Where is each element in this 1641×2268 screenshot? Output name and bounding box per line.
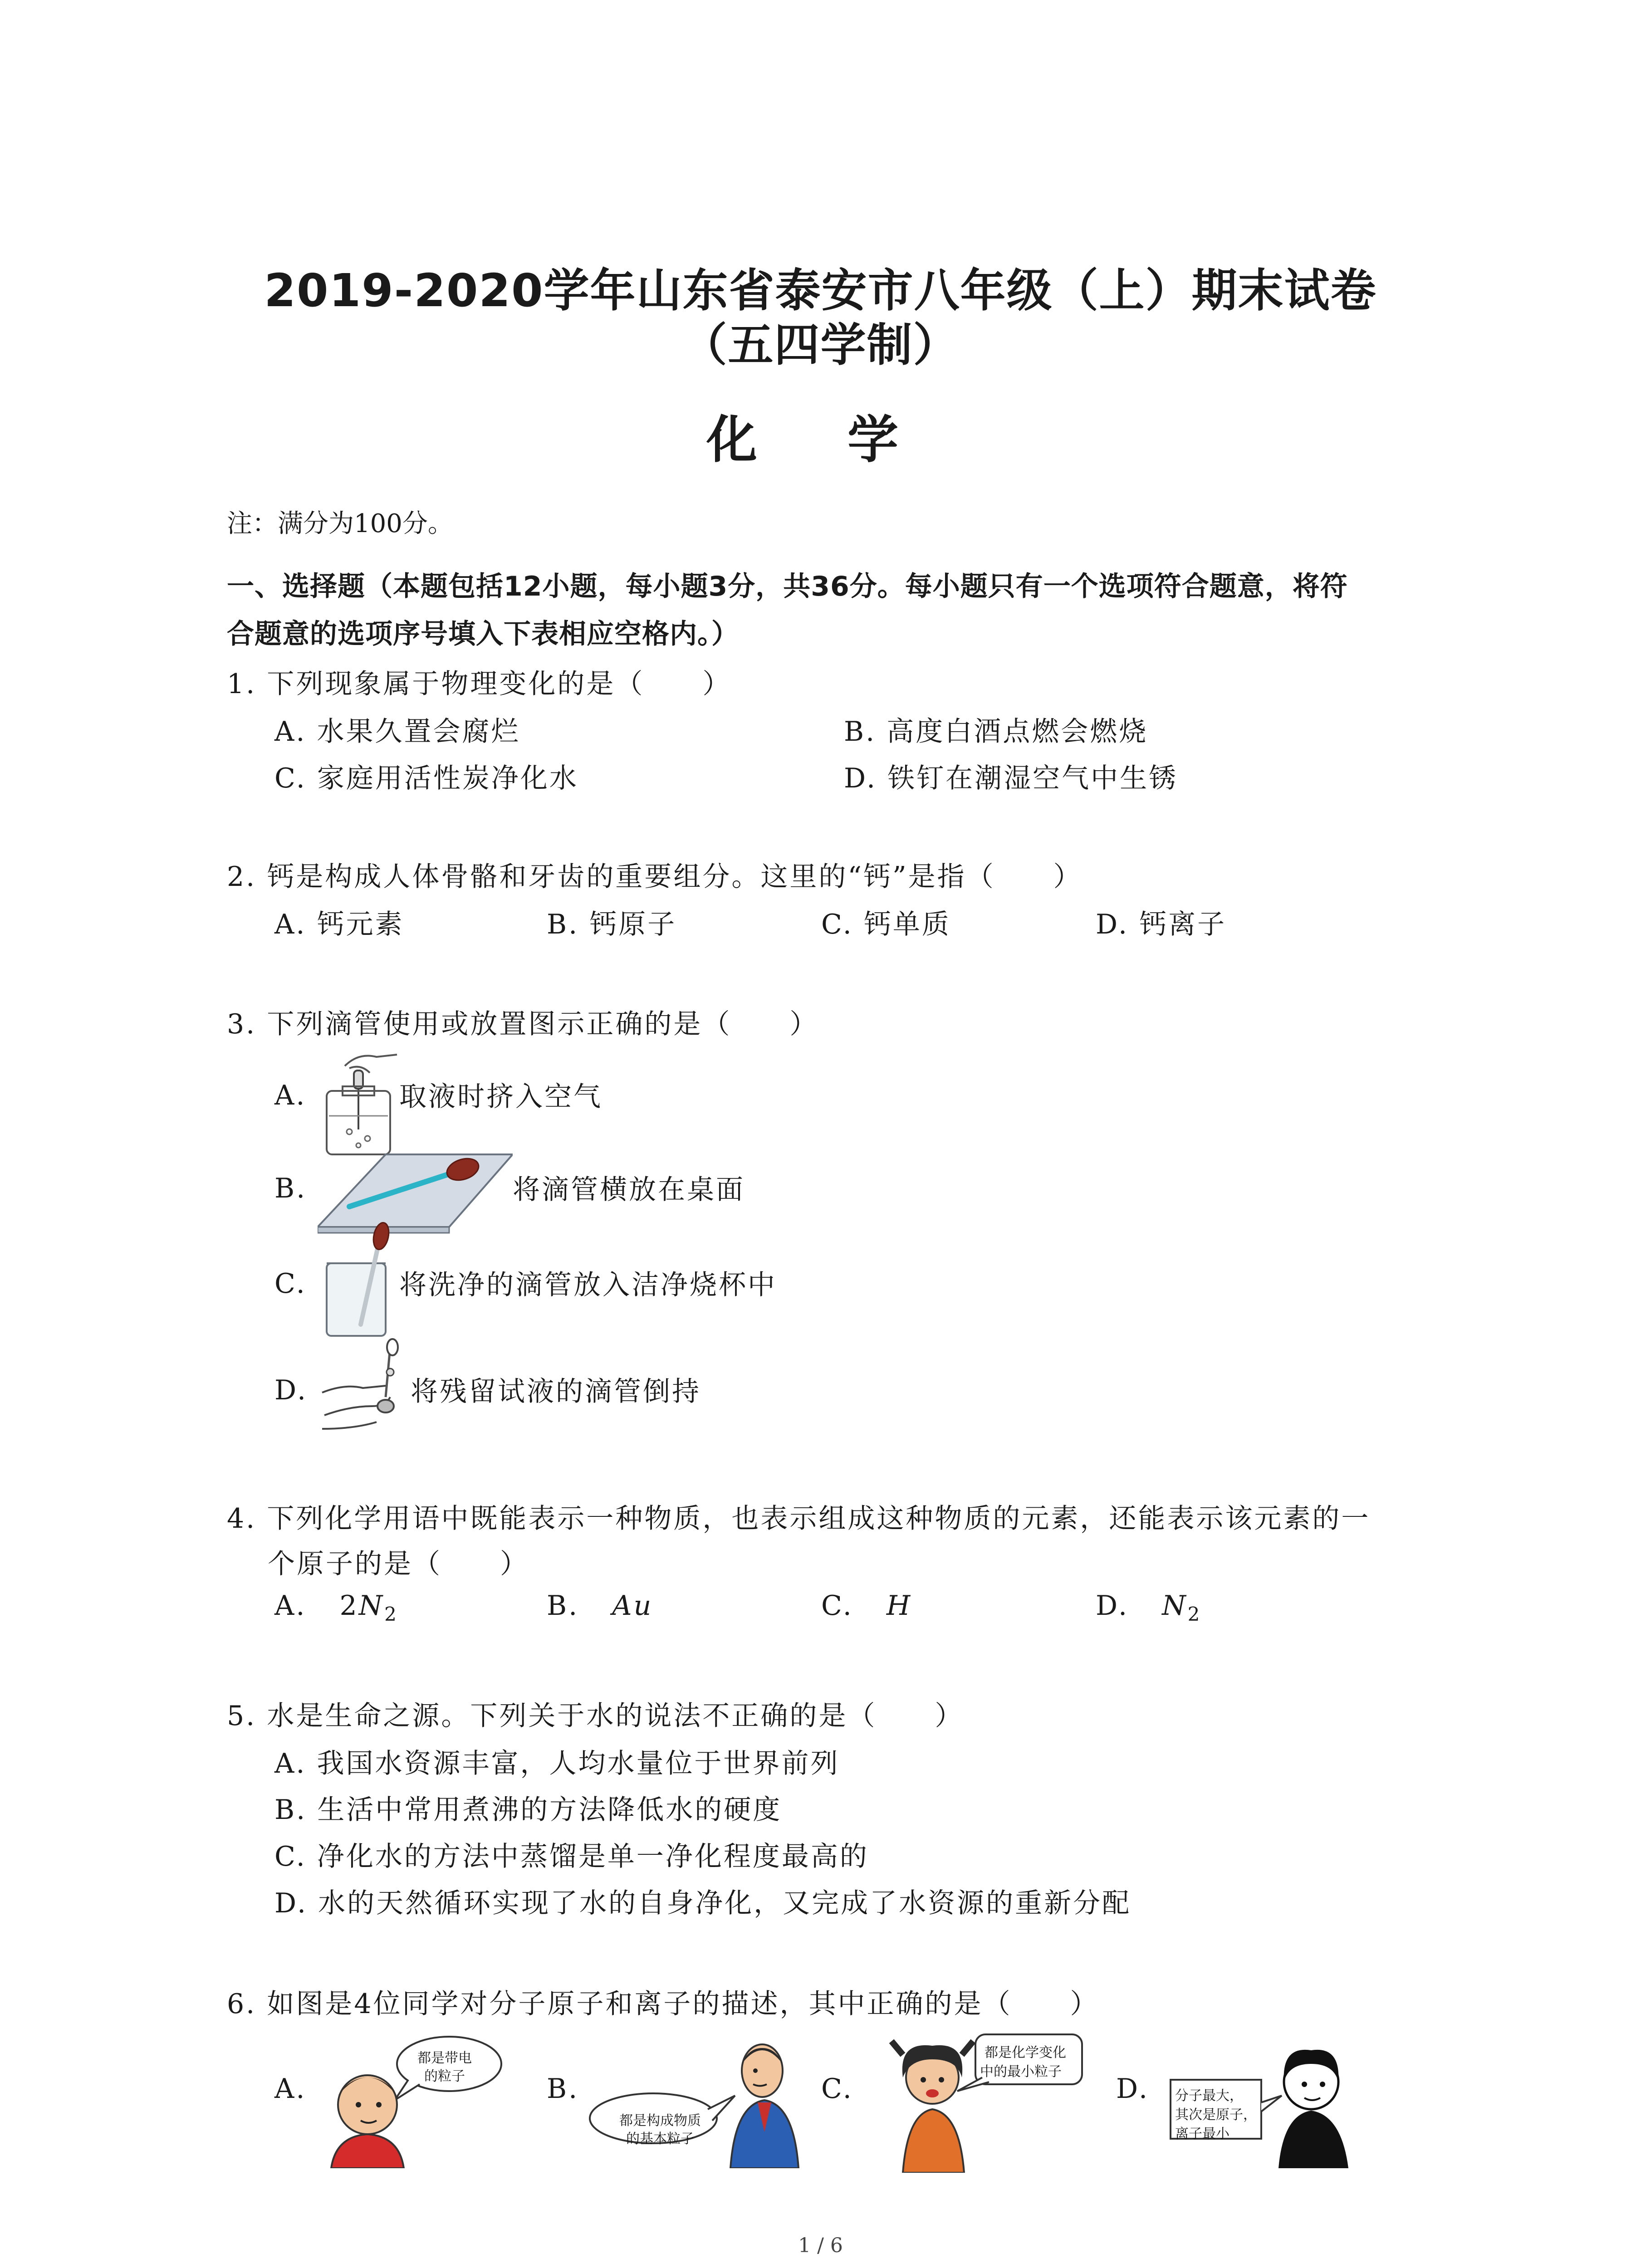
- question-5-option-a: A. 我国水资源丰富，人均水量位于世界前列: [274, 1748, 840, 1779]
- formula-symbol: N: [1162, 1590, 1188, 1622]
- question-6-option-b-bubble-line1: 都是构成物质: [619, 2113, 701, 2129]
- question-5-option-c: C. 净化水的方法中蒸馏是单一净化程度最高的: [274, 1841, 869, 1872]
- question-4-stem: 4. 下列化学用语中既能表示一种物质，也表示组成这种物质的元素，还能表示该元素的一: [227, 1503, 1371, 1535]
- question-6-option-c-bubble-line2: 中的最小粒子: [980, 2064, 1062, 2080]
- dropper-in-bottle-icon: [318, 1048, 399, 1157]
- formula-symbol: H: [886, 1590, 912, 1622]
- question-4-option-b: [547, 1590, 653, 1622]
- formula-symbol: N: [358, 1590, 385, 1622]
- question-2-stem: 2. 钙是构成人体骨骼和牙齿的重要组分。这里的“钙”是指（ ）: [227, 861, 1083, 893]
- page-number: 1 / 6: [798, 2234, 843, 2257]
- question-3-option-d-letter: D.: [274, 1374, 308, 1406]
- question-3-option-a-letter: A.: [274, 1080, 307, 1111]
- question-3-option-d-text: 将残留试液的滴管倒持: [411, 1376, 701, 1408]
- question-3-option-a-text: 取液时挤入空气: [399, 1081, 603, 1113]
- option-letter: A.: [274, 1590, 307, 1622]
- question-4-option-a: [274, 1590, 398, 1625]
- question-1-option-c: C. 家庭用活性炭净化水: [274, 763, 578, 794]
- question-3-option-c-text: 将洗净的滴管放入洁净烧杯中: [399, 1269, 777, 1301]
- option-letter: D.: [1096, 1590, 1129, 1622]
- question-4-stem-cont: 个原子的是（ ）: [268, 1548, 529, 1580]
- question-1-option-b: B. 高度白酒点燃会燃烧: [844, 716, 1148, 748]
- exam-title-subtitle: （五四学制）: [681, 318, 960, 371]
- option-letter: B.: [547, 1590, 579, 1622]
- question-6-option-b-bubble-line2: 的基本粒子: [626, 2131, 694, 2147]
- question-6-option-a-bubble-line2: 的粒子: [424, 2068, 465, 2084]
- exam-title: 2019-2020学年山东省泰安市八年级（上）期末试卷: [264, 264, 1377, 317]
- formula-symbol: Au: [612, 1590, 653, 1622]
- question-3-option-c-letter: C.: [274, 1268, 307, 1300]
- question-6-option-a-letter: A.: [274, 2073, 307, 2105]
- question-2-option-d: D. 钙离子: [1096, 909, 1227, 940]
- question-4-option-d: [1096, 1590, 1201, 1625]
- dropper-inverted-icon: [318, 1338, 417, 1438]
- formula-subscript: 2: [384, 1603, 398, 1625]
- question-6-option-b-letter: B.: [547, 2073, 579, 2105]
- question-6-option-d-letter: D.: [1116, 2073, 1150, 2105]
- student-a-cartoon-icon: [318, 2032, 508, 2168]
- question-3-option-b-text: 将滴管横放在桌面: [513, 1174, 745, 1206]
- question-3-option-b-letter: B.: [274, 1173, 307, 1204]
- subject-heading: 化 学: [706, 411, 935, 469]
- question-3-stem: 3. 下列滴管使用或放置图示正确的是（ ）: [227, 1008, 819, 1040]
- question-6-option-a-bubble-line1: 都是带电: [417, 2050, 472, 2066]
- question-6-option-c-bubble-line1: 都是化学变化: [985, 2045, 1066, 2061]
- question-6-option-d-bubble-line2: 其次是原子，: [1175, 2107, 1257, 2123]
- section-heading: 一、选择题（本题包括12小题，每小题3分，共36分。每小题只有一个选项符合题意，将符: [227, 571, 1348, 602]
- question-6-option-d-bubble-line3: 离子最小: [1175, 2126, 1230, 2142]
- question-5-option-b: B. 生活中常用煮沸的方法降低水的硬度: [274, 1794, 782, 1826]
- student-b-cartoon-icon: [585, 2028, 821, 2168]
- question-1-option-d: D. 铁钉在潮湿空气中生锈: [844, 763, 1178, 794]
- section-heading-cont: 合题意的选项序号填入下表相应空格内。）: [227, 618, 739, 650]
- formula-subscript: 2: [1187, 1603, 1202, 1625]
- question-1-stem: 1. 下列现象属于物理变化的是（ ）: [227, 668, 732, 700]
- question-2-option-a: A. 钙元素: [274, 909, 404, 940]
- option-letter: C.: [821, 1590, 853, 1622]
- question-6-option-d-bubble-line1: 分子最大，: [1175, 2088, 1243, 2104]
- question-1-option-a: A. 水果久置会腐烂: [274, 716, 520, 748]
- question-2-option-b: B. 钙原子: [547, 909, 677, 940]
- question-2-option-c: C. 钙单质: [821, 909, 951, 940]
- question-4-option-c: [821, 1590, 912, 1622]
- question-6-stem: 6. 如图是4位同学对分子原子和离子的描述，其中正确的是（ ）: [227, 1988, 1099, 2020]
- question-5-option-d: D. 水的天然循环实现了水的自身净化，又完成了水资源的重新分配: [274, 1887, 1132, 1919]
- question-5-stem: 5. 水是生命之源。下列关于水的说法不正确的是（ ）: [227, 1700, 964, 1732]
- question-6-option-c-letter: C.: [821, 2073, 853, 2105]
- score-note: 注：满分为100分。: [227, 509, 453, 538]
- formula-coefficient: 2: [339, 1590, 359, 1622]
- dropper-in-beaker-icon: [318, 1220, 404, 1338]
